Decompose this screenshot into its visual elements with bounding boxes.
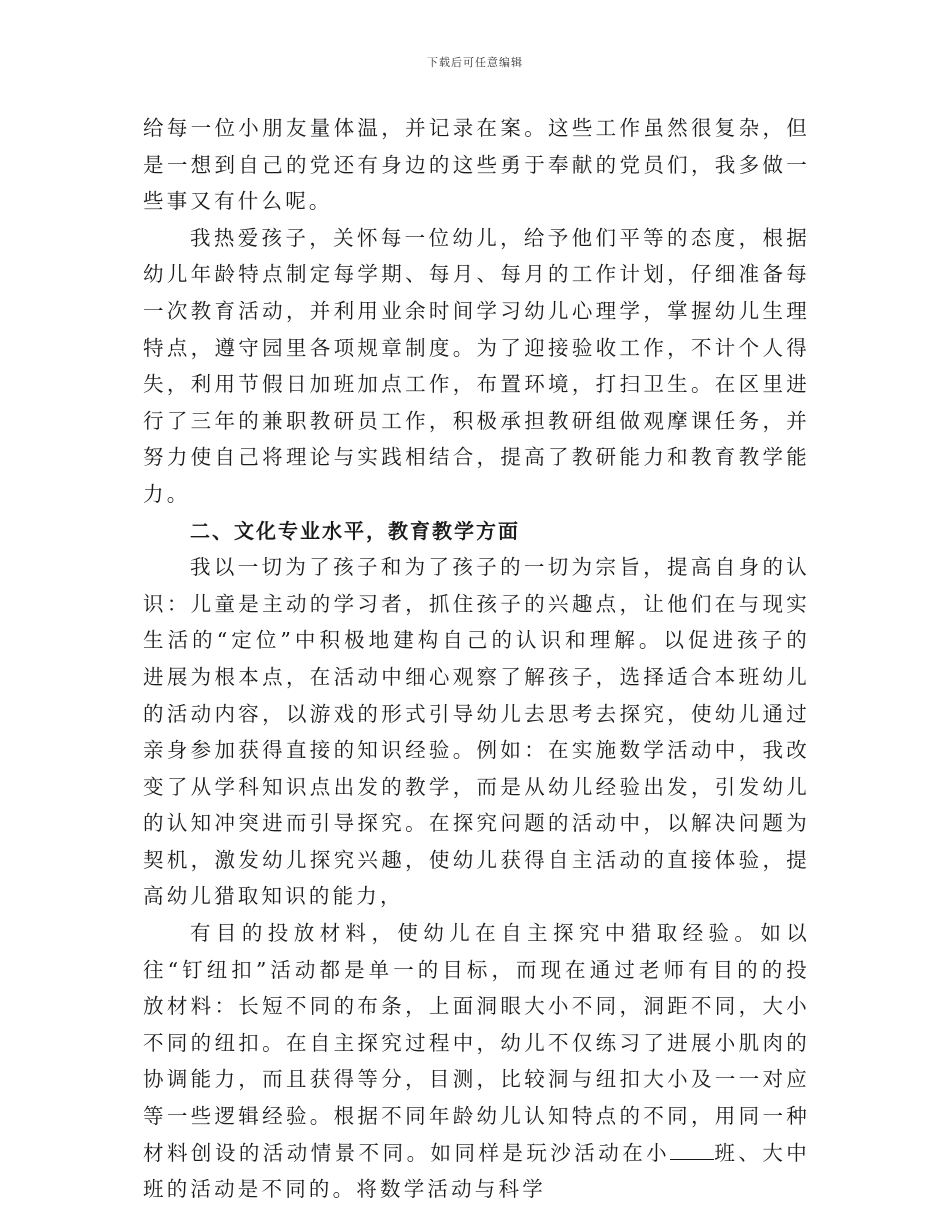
paragraph-materials (143, 915, 810, 1208)
document-body (143, 110, 810, 1208)
paragraph-continued: 给每一位小朋友量体温，并记录在案。这些工作虽然很复杂，但是一想到自己的党还有身边的这些勇于奉献的党员们，我多做一些事又有什么呢。 (143, 116, 810, 214)
paragraph-materials-text: 有目的投放材料，使幼儿在自主探究中猎取经验。如以往“钉纽扣”活动都是单一的目标，而现在通过老师有目的的投放材料：长短不同的布条，上面洞眼大小不同，洞距不同，大小不同的纽扣。在自主探究过程中，幼儿不仅练习了进展小肌肉的协调能力，而且获得等分，目测，比较洞与纽扣大小及一一对应等一些逻辑经验。根据不同年龄幼儿认知特点的不同，用同一种材料创设的活动情景不同。如同样是玩沙活动在小 (143, 921, 810, 1165)
paragraph-teaching-philosophy: 我以一切为了孩子和为了孩子的一切为宗旨，提高自身的认识：儿童是主动的学习者，抓住孩子的兴趣点，让他们在与现实生活的“定位”中积极地建构自己的认识和理解。以促进孩子的进展为根本点，在活动中细心观察了解孩子，选择适合本班幼儿的活动内容，以游戏的形式引导幼儿去思考去探究，使幼儿通过亲身参加获得直接的知识经验。例如：在实施数学活动中，我改变了从学科知识点出发的教学，而是从幼儿经验出发，引发幼儿的认知冲突进而引导探究。在探究问题的活动中，以解决问题为契机，激发幼儿探究兴趣，使幼儿获得自主活动的直接体验，提高幼儿猎取知识的能力， (143, 555, 810, 909)
fill-in-blank (670, 1139, 714, 1160)
paragraph-love-children: 我热爱孩子，关怀每一位幼儿，给予他们平等的态度，根据幼儿年龄特点制定每学期、每月、每月的工作计划，仔细准备每一次教育活动，并利用业余时间学习幼儿心理学，掌握幼儿生理特点，遵守园里各项规章制度。为了迎接验收工作，不计个人得失，利用节假日加班加点工作，布置环境，打扫卫生。在区里进行了三年的兼职教研员工作，积极承担教研组做观摩课任务，并努力使自己将理论与实践相结合，提高了教研能力和教育教学能力。 (143, 225, 810, 506)
section-heading: 二、文化专业水平，教育教学方面 (190, 518, 520, 543)
paragraph-materials-text-end: 班、大中班的活动是不同的。将数学活动与科学 (143, 1140, 810, 1202)
page-header: 下载后可任意编辑 (427, 56, 523, 69)
